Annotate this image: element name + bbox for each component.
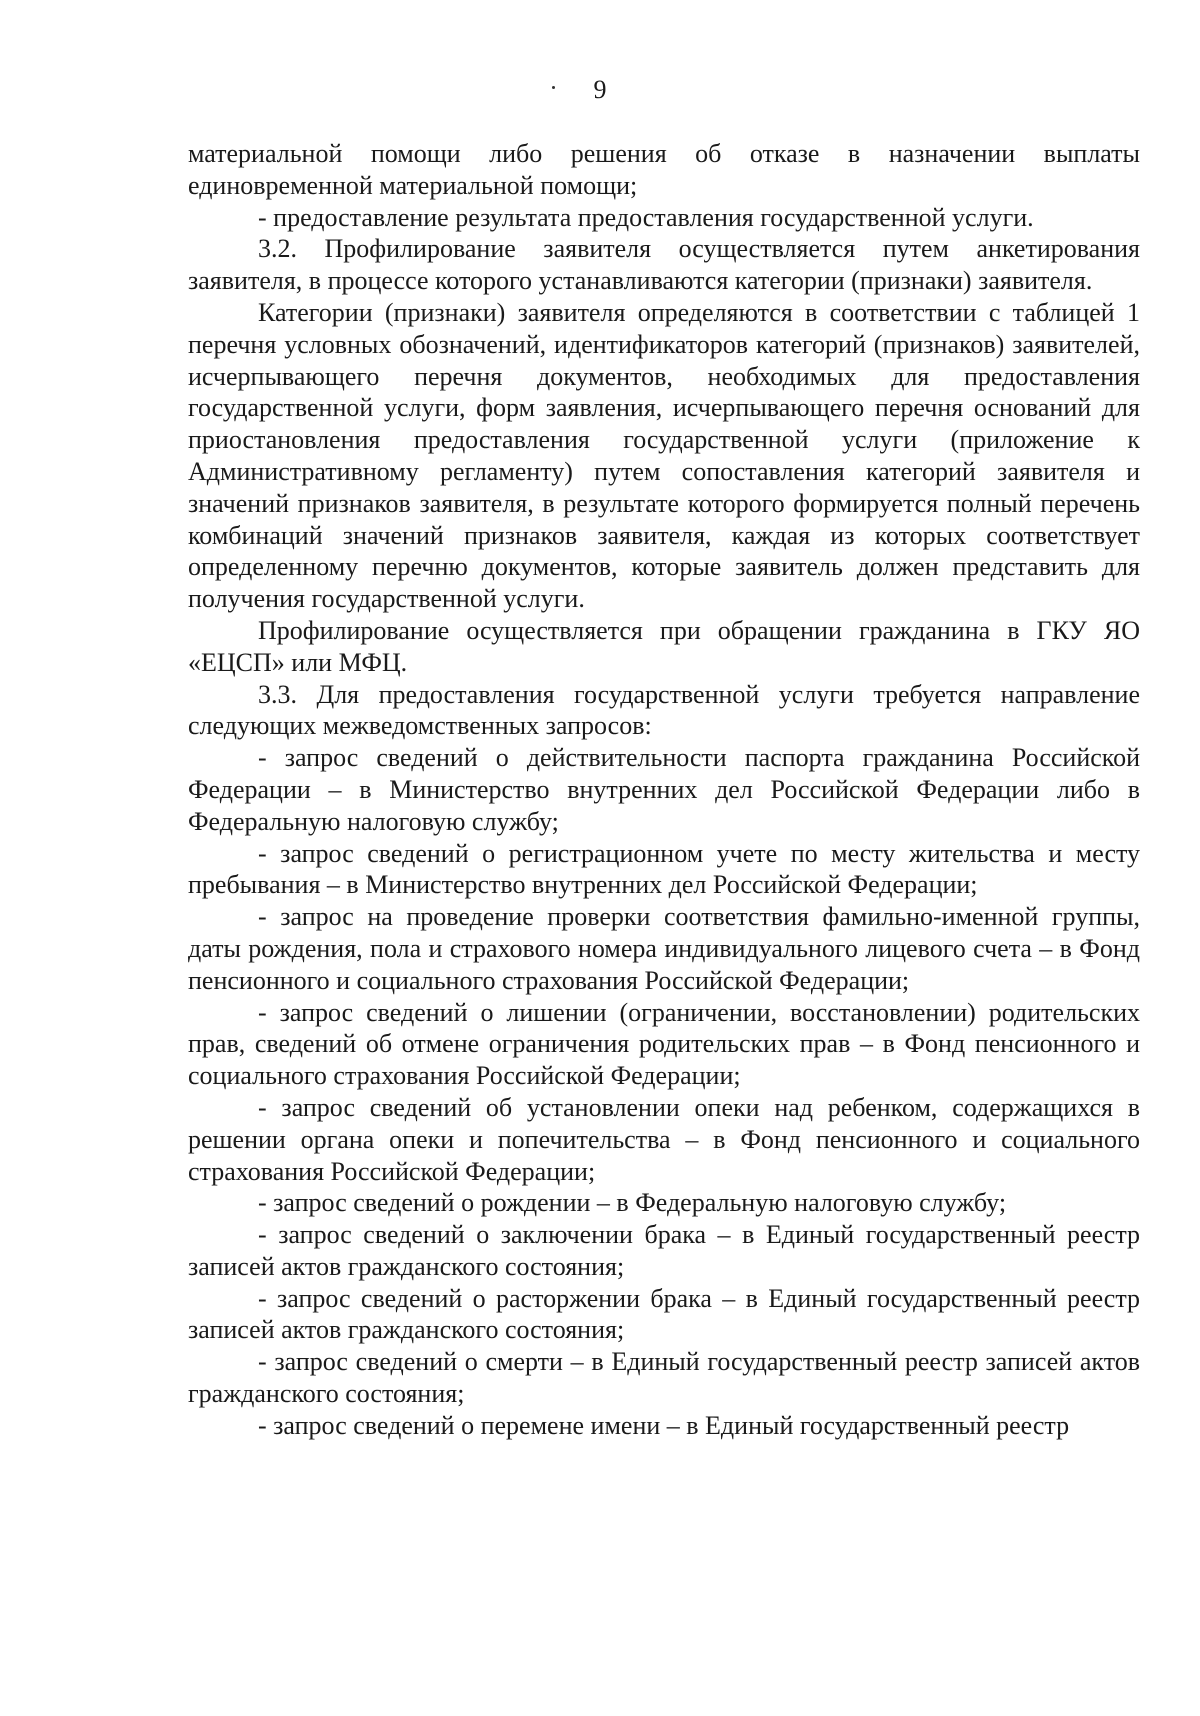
document-body [188, 138, 1140, 1442]
list-item: - запрос сведений о лишении (ограничении, восстановлении) родительских прав, сведений об отмене ограничения родительских прав – в Фонд пенсионного и социального страхования Российской Федерации; [188, 997, 1140, 1091]
paragraph: 3.2. Профилирование заявителя осуществляется путем анкетирования заявителя, в процессе которого устанавливаются категории (признаки) заявителя. [188, 234, 1140, 296]
list-item: - запрос сведений о рождении – в Федеральную налоговую службу; [258, 1188, 1007, 1218]
list-item: - запрос сведений о перемене имени – в Единый государственный реестр [258, 1410, 1070, 1440]
list-item: - запрос сведений о регистрационном учете по месту жительства и месту пребывания – в Министерство внутренних дел Российской Федерации; [188, 838, 1140, 900]
list-item: - запрос на проведение проверки соответствия фамильно-именной группы, даты рождения, пола и страхового номера индивидуального лицевого счета – в Фонд пенсионного и социального страхования Российской Федерации; [188, 902, 1140, 995]
list-item: - запрос сведений о действительности паспорта гражданина Российской Федерации – в Министерство внутренних дел Российской Федерации либо в Федеральную налоговую службу; [188, 743, 1140, 836]
list-item: - запрос сведений об установлении опеки над ребенком, содержащихся в решении органа опеки и попечительства – в Фонд пенсионного и социального страхования Российской Федерации; [188, 1092, 1140, 1186]
list-item: - запрос сведений о смерти – в Единый государственный реестр записей актов гражданского состояния; [188, 1347, 1140, 1409]
paragraph: 3.3. Для предоставления государственной услуги требуется направление следующих межведомственных запросов: [188, 679, 1140, 741]
paragraph: материальной помощи либо решения об отказе в назначении выплаты единовременной материальной помощи; [188, 139, 1140, 200]
scan-speck [552, 86, 555, 89]
list-item: - запрос сведений о расторжении брака – в Единый государственный реестр записей актов гражданского состояния; [188, 1283, 1140, 1345]
page-number: 9 [593, 75, 607, 104]
paragraph: - предоставление результата предоставления государственной услуги. [258, 202, 1034, 232]
paragraph: Категории (признаки) заявителя определяются в соответствии с таблицей 1 перечня условных обозначений, идентификаторов категорий (признаков) заявителей, исчерпывающего перечня документов, необходимых для предоставления государственной услуги, форм заявления, исчерпывающего перечня оснований для приостановления предоставления государственной услуги (приложение к Административному регламенту) путем сопоставления категорий заявителя и значений признаков заявителя, в результате которого формируется полный перечень комбинаций значений признаков заявителя, каждая из которых соответствует определенному перечню документов, которые заявитель должен представить для получения государственной услуги. [188, 297, 1140, 614]
paragraph: Профилирование осуществляется при обращении гражданина в ГКУ ЯО «ЕЦСП» или МФЦ. [188, 615, 1140, 677]
list-item: - запрос сведений о заключении брака – в Единый государственный реестр записей актов гражданского состояния; [188, 1220, 1140, 1281]
